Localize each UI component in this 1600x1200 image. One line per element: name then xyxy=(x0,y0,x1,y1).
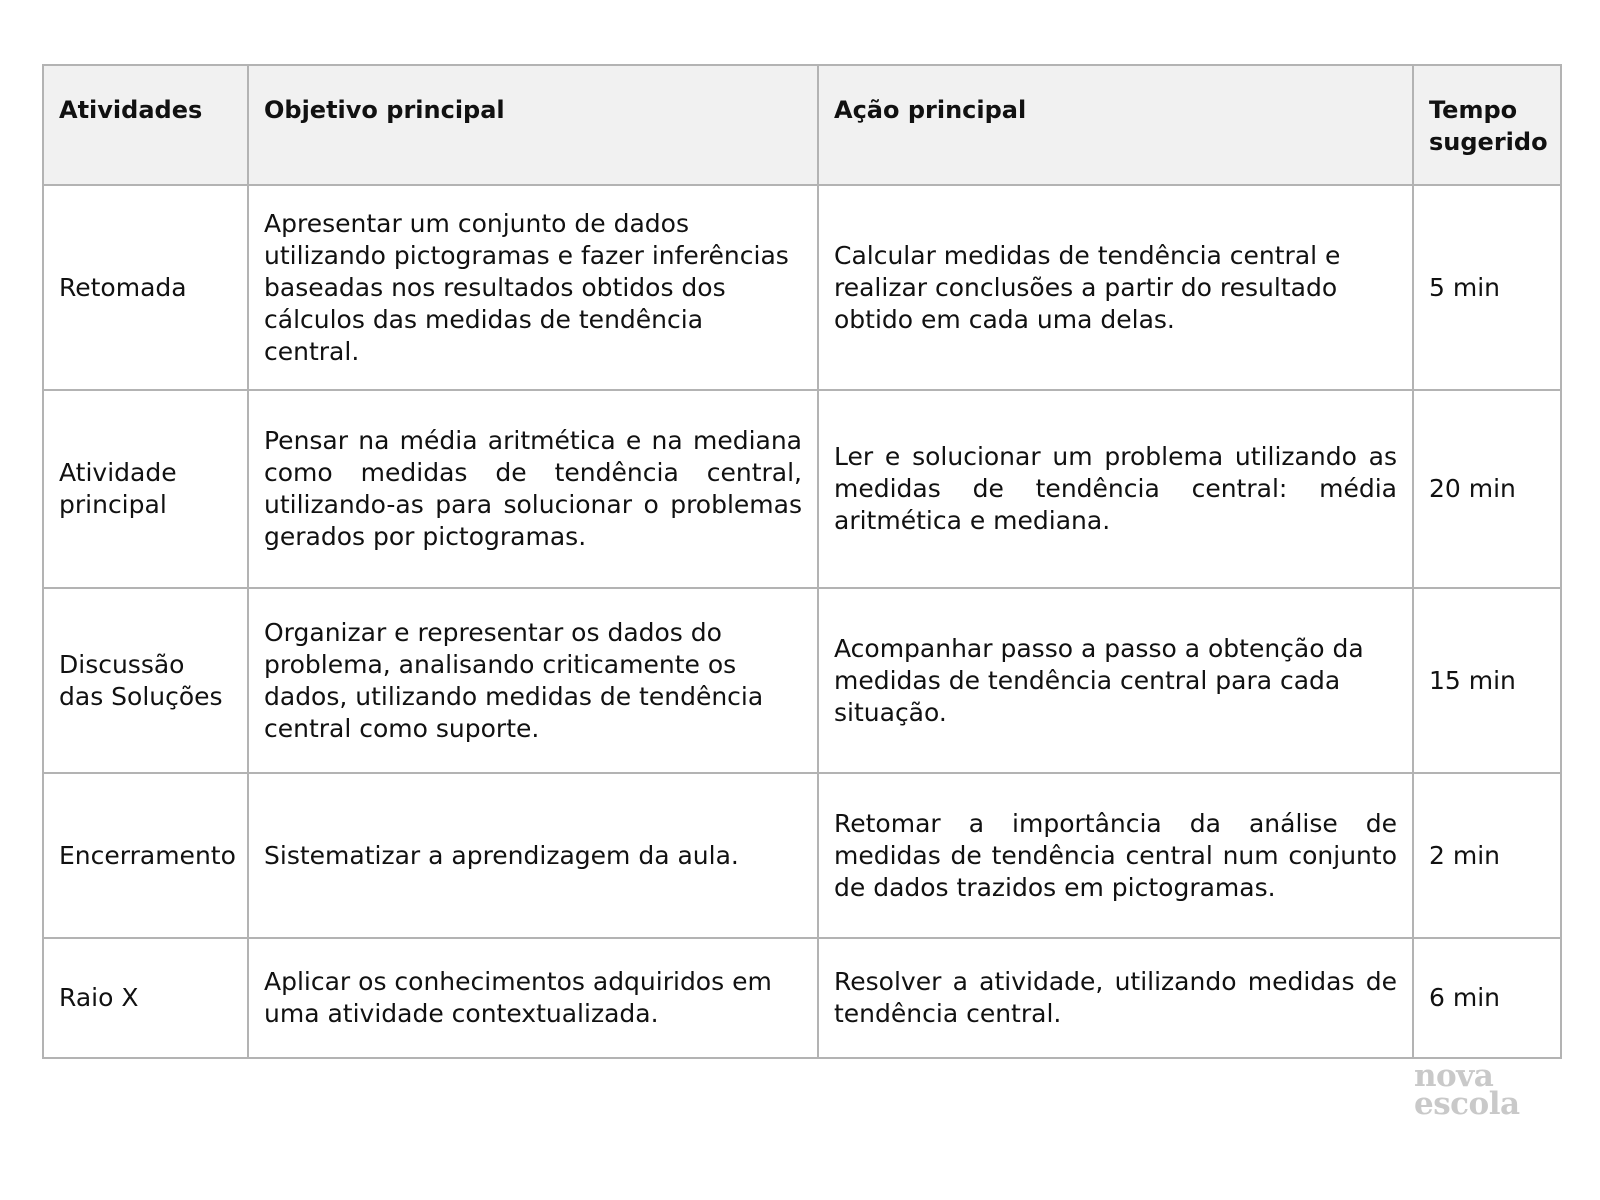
header-atividades: Atividades xyxy=(43,65,248,185)
header-tempo: Tempo sugerido xyxy=(1413,65,1561,185)
cell-acao: Calcular medidas de tendência central e realizar conclusões a partir do resultado obtido em cada uma delas. xyxy=(818,185,1413,390)
logo-line-2: escola xyxy=(1414,1086,1520,1122)
cell-objetivo: Pensar na média aritmética e na mediana como medidas de tendência central, utilizando-as para solucionar o problemas gerados por pictogramas. xyxy=(248,390,818,588)
cell-tempo: 6 min xyxy=(1413,938,1561,1058)
table-row xyxy=(43,390,1561,588)
cell-tempo: 5 min xyxy=(1413,185,1561,390)
cell-acao: Retomar a importância da análise de medidas de tendência central num conjunto de dados trazidos em pictogramas. xyxy=(818,773,1413,938)
cell-objetivo: Sistematizar a aprendizagem da aula. xyxy=(248,773,818,938)
cell-objetivo: Apresentar um conjunto de dados utilizando pictogramas e fazer inferências baseadas nos resultados obtidos dos cálculos das medidas de tendência central. xyxy=(248,185,818,390)
cell-tempo: 20 min xyxy=(1413,390,1561,588)
cell-acao: Resolver a atividade, utilizando medidas de tendência central. xyxy=(818,938,1413,1058)
cell-atividade: Retomada xyxy=(43,185,248,390)
cell-atividade: Encerramento xyxy=(43,773,248,938)
cell-atividade: Raio X xyxy=(43,938,248,1058)
nova-escola-logo xyxy=(1414,1058,1534,1122)
table-row xyxy=(43,185,1561,390)
cell-tempo: 15 min xyxy=(1413,588,1561,773)
logo-line-1: nova xyxy=(1414,1058,1494,1094)
cell-acao: Ler e solucionar um problema utilizando as medidas de tendência central: média aritmética e mediana. xyxy=(818,390,1413,588)
header-objetivo: Objetivo principal xyxy=(248,65,818,185)
cell-tempo: 2 min xyxy=(1413,773,1561,938)
table-header-row xyxy=(43,65,1561,185)
table-row xyxy=(43,773,1561,938)
lesson-plan-table xyxy=(42,64,1562,1059)
cell-objetivo: Organizar e representar os dados do problema, analisando criticamente os dados, utilizando medidas de tendência central como suporte. xyxy=(248,588,818,773)
cell-atividade: Atividade principal xyxy=(43,390,248,588)
table-row xyxy=(43,938,1561,1058)
header-acao: Ação principal xyxy=(818,65,1413,185)
cell-acao: Acompanhar passo a passo a obtenção da medidas de tendência central para cada situação. xyxy=(818,588,1413,773)
cell-objetivo: Aplicar os conhecimentos adquiridos em uma atividade contextualizada. xyxy=(248,938,818,1058)
cell-atividade: Discussão das Soluções xyxy=(43,588,248,773)
table-row xyxy=(43,588,1561,773)
